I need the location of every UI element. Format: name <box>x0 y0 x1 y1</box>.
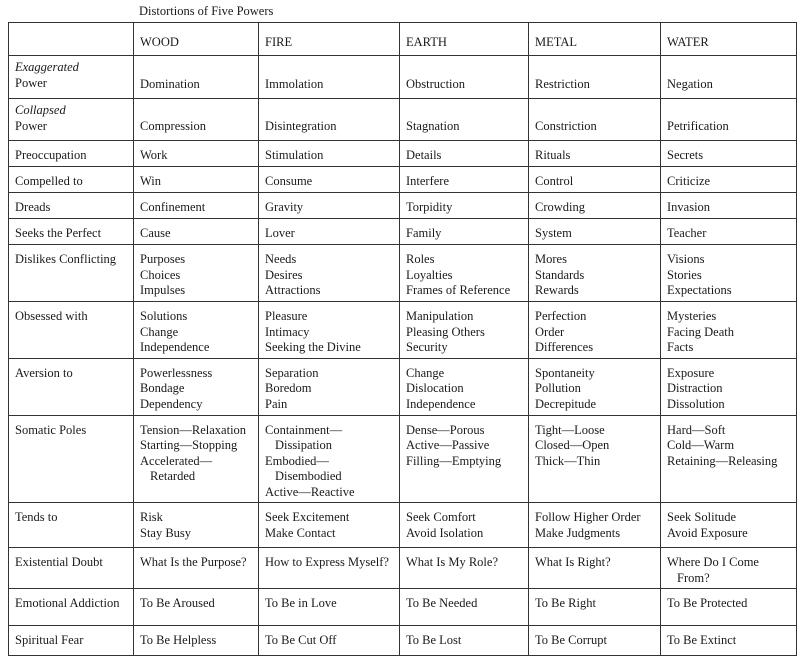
table-cell <box>529 193 661 219</box>
cell-line: Constriction <box>535 118 597 133</box>
cell-line: Consume <box>265 174 313 188</box>
table-cell <box>661 167 797 193</box>
row-label <box>9 245 134 302</box>
column-header <box>9 23 134 56</box>
table-title: Distortions of Five Powers <box>139 4 274 18</box>
cell-line: Lover <box>265 226 295 240</box>
row-label-line: Power <box>15 118 47 133</box>
cell-line: Stories <box>667 267 702 282</box>
table-cell <box>529 167 661 193</box>
table-cell <box>529 503 661 548</box>
cell-line: To Be Lost <box>406 633 462 647</box>
cell-line: Cold—Warm <box>667 438 735 452</box>
table-cell <box>259 302 400 359</box>
cell-line: Needs <box>265 252 297 266</box>
cell-line: Frames of Reference <box>406 283 511 297</box>
table-row <box>9 548 797 589</box>
column-header: FIRE <box>259 23 400 56</box>
header-row <box>9 23 797 56</box>
row-label <box>9 219 134 245</box>
cell-line: Spontaneity <box>535 365 595 380</box>
row-label <box>9 548 134 589</box>
cell-line: Stagnation <box>406 118 460 133</box>
cell-line: Dissipation <box>275 438 332 452</box>
cell-line: Rituals <box>535 148 571 162</box>
row-label-line: Power <box>15 75 47 90</box>
cell-line: Facts <box>667 340 694 354</box>
table-cell <box>661 245 797 302</box>
cell-line: Cause <box>140 226 171 240</box>
cell-line: Secrets <box>667 148 704 162</box>
row-label-line: Spiritual Fear <box>15 633 84 647</box>
cell-line: Seek Solitude <box>667 510 737 524</box>
row-label <box>9 193 134 219</box>
cell-line: Seek Excitement <box>265 510 350 524</box>
row-label <box>9 167 134 193</box>
row-label-line: Tends to <box>15 510 58 524</box>
cell-line: Avoid Isolation <box>406 525 484 540</box>
table-cell <box>529 141 661 167</box>
table-cell <box>259 193 400 219</box>
cell-line: Order <box>535 324 565 339</box>
cell-line: Stay Busy <box>140 525 192 540</box>
cell-line: Make Judgments <box>535 525 621 540</box>
table-cell <box>259 589 400 626</box>
cell-line: To Be Extinct <box>667 633 737 647</box>
table-cell <box>661 302 797 359</box>
table-cell <box>400 548 529 589</box>
row-label-line: Seeks the Perfect <box>15 226 102 240</box>
cell-line: To Be Right <box>535 596 596 610</box>
cell-line: Accelerated— <box>140 453 213 468</box>
table-cell <box>259 358 400 415</box>
table-cell <box>134 503 259 548</box>
table-row <box>9 56 797 99</box>
column-header: WOOD <box>134 23 259 56</box>
table-cell <box>529 99 661 141</box>
cell-line: Restriction <box>535 76 590 91</box>
cell-line: Thick—Thin <box>535 453 601 468</box>
cell-line: Expectations <box>667 283 732 297</box>
table-cell <box>400 219 529 245</box>
row-label-line: Somatic Poles <box>15 422 87 437</box>
table-cell <box>529 56 661 99</box>
cell-line: Dense—Porous <box>406 422 485 437</box>
row-label-line: Exaggerated <box>15 60 79 74</box>
cell-line: Bondage <box>140 381 185 395</box>
table-cell <box>259 415 400 503</box>
row-label-line: Collapsed <box>15 103 66 117</box>
cell-line: Independence <box>140 340 210 354</box>
cell-line: Perfection <box>535 309 587 323</box>
table-cell <box>529 626 661 656</box>
table-cell <box>259 548 400 589</box>
table-cell <box>134 99 259 141</box>
table-row <box>9 245 797 302</box>
table-cell <box>661 503 797 548</box>
row-label-line: Compelled to <box>15 174 83 188</box>
cell-line: Loyalties <box>406 267 453 282</box>
table-cell <box>134 245 259 302</box>
cell-line: Manipulation <box>406 309 474 323</box>
cell-line: Torpidity <box>406 200 453 214</box>
column-header: WATER <box>661 23 797 56</box>
cell-line: To Be Aroused <box>140 596 215 610</box>
row-label-line: Aversion to <box>15 365 73 380</box>
cell-line: Pain <box>265 396 288 411</box>
row-label <box>9 99 134 141</box>
row-label <box>9 302 134 359</box>
table-cell <box>400 245 529 302</box>
cell-line: Security <box>406 340 448 354</box>
table-cell <box>259 245 400 302</box>
cell-line: Invasion <box>667 200 711 214</box>
table-cell <box>259 219 400 245</box>
cell-line: Choices <box>140 267 181 282</box>
cell-line: Dependency <box>140 396 203 411</box>
cell-line: Criticize <box>667 174 711 188</box>
table-cell <box>134 626 259 656</box>
table-cell <box>259 167 400 193</box>
table-cell <box>529 589 661 626</box>
table-cell <box>134 193 259 219</box>
cell-line: Dissolution <box>667 396 725 411</box>
cell-line: Change <box>406 365 445 380</box>
cell-line: Visions <box>667 252 705 266</box>
cell-line: Powerlessness <box>140 365 213 380</box>
cell-line: Pollution <box>535 381 581 395</box>
cell-line: Mores <box>535 252 567 266</box>
cell-line: To Be Needed <box>406 596 478 610</box>
table-cell <box>661 141 797 167</box>
table-cell <box>529 548 661 589</box>
row-label-line: Emotional Addiction <box>15 596 120 610</box>
cell-line: Boredom <box>265 381 312 395</box>
row-label <box>9 626 134 656</box>
cell-line: Win <box>140 174 162 188</box>
row-label-line: Existential Doubt <box>15 555 103 569</box>
cell-line: Filling—Emptying <box>406 453 502 468</box>
cell-line: Change <box>140 324 179 339</box>
table-cell <box>400 99 529 141</box>
cell-line: Dislocation <box>406 381 464 395</box>
row-label-line: Dislikes Conflicting <box>15 252 117 266</box>
cell-line: System <box>535 226 572 240</box>
cell-line: To Be Cut Off <box>265 633 337 647</box>
cell-line: Embodied— <box>265 453 329 468</box>
cell-line: Roles <box>406 252 435 266</box>
table-cell <box>134 302 259 359</box>
cell-line: Solutions <box>140 309 188 323</box>
table-row <box>9 193 797 219</box>
cell-line: Negation <box>667 76 713 91</box>
cell-line: Active—Reactive <box>265 484 355 499</box>
cell-line: How to Express Myself? <box>265 555 389 569</box>
table-cell <box>134 56 259 99</box>
cell-line: Control <box>535 174 574 188</box>
table-cell <box>661 548 797 589</box>
table-cell <box>400 193 529 219</box>
table-cell <box>529 415 661 503</box>
table-cell <box>529 302 661 359</box>
cell-line: Compression <box>140 118 206 133</box>
cell-line: What Is Right? <box>535 555 611 569</box>
cell-line: Family <box>406 226 442 240</box>
table-cell <box>400 503 529 548</box>
table-row <box>9 589 797 626</box>
table-cell <box>400 626 529 656</box>
table-cell <box>661 358 797 415</box>
cell-line: Make Contact <box>265 525 336 540</box>
table-row <box>9 302 797 359</box>
column-header: METAL <box>529 23 661 56</box>
cell-line: Pleasure <box>265 309 308 323</box>
table-row <box>9 99 797 141</box>
cell-line: What Is the Purpose? <box>140 555 247 569</box>
table-cell <box>134 358 259 415</box>
table-cell <box>661 219 797 245</box>
cell-line: Where Do I Come <box>667 555 759 569</box>
table-cell <box>134 415 259 503</box>
cell-line: Decrepitude <box>535 396 597 411</box>
table-row <box>9 415 797 503</box>
table-cell <box>400 358 529 415</box>
cell-line: Intimacy <box>265 324 310 339</box>
row-label <box>9 503 134 548</box>
cell-line: Confinement <box>140 200 206 214</box>
table-cell <box>529 219 661 245</box>
cell-line: Standards <box>535 267 585 282</box>
cell-line: Domination <box>140 76 200 91</box>
row-label <box>9 56 134 99</box>
cell-line: To Be in Love <box>265 596 337 610</box>
table-row <box>9 167 797 193</box>
cell-line: Pleasing Others <box>406 324 485 339</box>
table-cell <box>400 56 529 99</box>
cell-line: Details <box>406 148 442 162</box>
cell-line: Tension—Relaxation <box>140 422 247 437</box>
cell-line: Closed—Open <box>535 438 610 452</box>
table-cell <box>661 626 797 656</box>
cell-line: Petrification <box>667 118 729 133</box>
table-cell <box>259 626 400 656</box>
table-row <box>9 626 797 656</box>
cell-line: Containment— <box>265 422 343 437</box>
row-label <box>9 358 134 415</box>
table-cell <box>259 503 400 548</box>
table-cell <box>259 99 400 141</box>
column-header: EARTH <box>400 23 529 56</box>
cell-line: Purposes <box>140 252 186 266</box>
table-cell <box>661 56 797 99</box>
cell-line: Immolation <box>265 76 324 91</box>
cell-line: Disembodied <box>275 469 342 483</box>
cell-line: To Be Protected <box>667 596 748 610</box>
table-cell <box>661 193 797 219</box>
table-cell <box>529 245 661 302</box>
table-cell <box>134 141 259 167</box>
cell-line: Mysteries <box>667 309 717 323</box>
cell-line: Stimulation <box>265 148 324 162</box>
cell-line: To Be Corrupt <box>535 633 608 647</box>
row-label-line: Preoccupation <box>15 148 87 162</box>
cell-line: Active—Passive <box>406 438 490 452</box>
cell-line: Exposure <box>667 365 715 380</box>
cell-line: Gravity <box>265 200 304 214</box>
table-cell <box>400 589 529 626</box>
cell-line: Tight—Loose <box>535 422 605 437</box>
cell-line: Risk <box>140 510 163 524</box>
table-cell <box>400 415 529 503</box>
cell-line: Facing Death <box>667 324 734 339</box>
row-label <box>9 141 134 167</box>
cell-line: What Is My Role? <box>406 555 498 569</box>
cell-line: Follow Higher Order <box>535 510 641 524</box>
cell-line: Seeking the Divine <box>265 340 361 354</box>
cell-line: Retaining—Releasing <box>667 453 778 468</box>
cell-line: Separation <box>265 365 319 380</box>
cell-line: Hard—Soft <box>667 422 726 437</box>
table-cell <box>134 548 259 589</box>
cell-line: Teacher <box>667 226 707 240</box>
table-cell <box>661 589 797 626</box>
table-cell <box>134 219 259 245</box>
cell-line: Seek Comfort <box>406 510 476 524</box>
table-cell <box>400 167 529 193</box>
cell-line: Work <box>140 148 168 162</box>
table-cell <box>661 415 797 503</box>
table-row <box>9 503 797 548</box>
cell-line: Disintegration <box>265 118 337 133</box>
cell-line: Desires <box>265 267 303 282</box>
cell-line: Starting—Stopping <box>140 438 238 452</box>
distortions-table <box>8 22 797 656</box>
cell-line: From? <box>677 570 710 585</box>
table-cell <box>259 56 400 99</box>
cell-line: Interfere <box>406 174 450 188</box>
cell-line: Impulses <box>140 283 186 297</box>
table-cell <box>400 302 529 359</box>
cell-line: Obstruction <box>406 76 466 91</box>
table-row <box>9 358 797 415</box>
cell-line: Avoid Exposure <box>667 525 748 540</box>
table-cell <box>400 141 529 167</box>
cell-line: Rewards <box>535 283 579 297</box>
cell-line: Independence <box>406 396 476 411</box>
table-cell <box>259 141 400 167</box>
cell-line: Distraction <box>667 381 723 395</box>
cell-line: Differences <box>535 340 594 354</box>
cell-line: Crowding <box>535 200 585 214</box>
table-cell <box>529 358 661 415</box>
row-label-line: Obsessed with <box>15 309 88 323</box>
table-row <box>9 141 797 167</box>
table-cell <box>134 589 259 626</box>
table-cell <box>661 99 797 141</box>
cell-line: Attractions <box>265 283 321 297</box>
cell-line: Retarded <box>150 469 196 483</box>
table-cell <box>134 167 259 193</box>
row-label <box>9 589 134 626</box>
row-label-line: Dreads <box>15 200 51 214</box>
row-label <box>9 415 134 503</box>
table-row <box>9 219 797 245</box>
cell-line: To Be Helpless <box>140 633 217 647</box>
